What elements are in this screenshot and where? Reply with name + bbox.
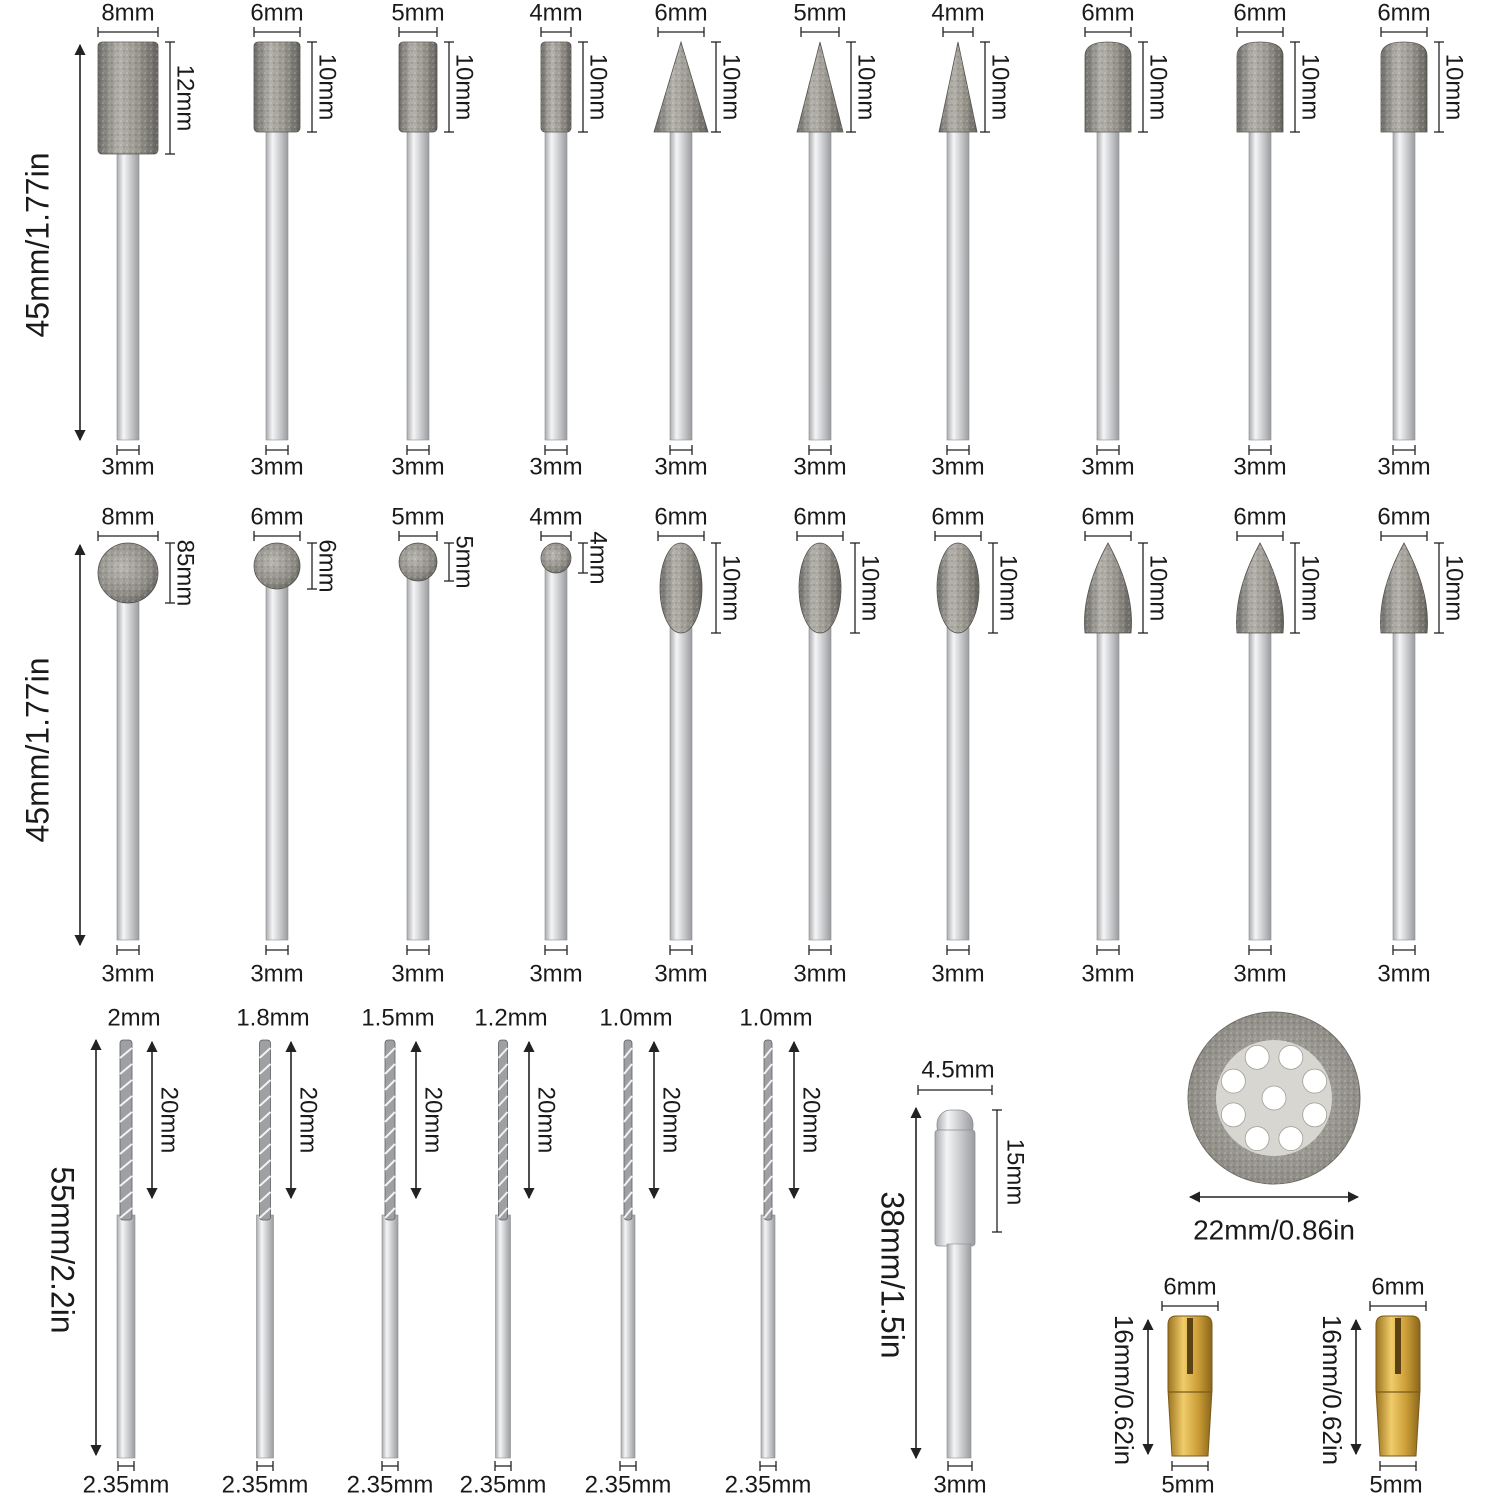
head-width-label: 6mm [250, 503, 304, 531]
shank-label: 3mm [1233, 960, 1287, 988]
shank [382, 1215, 398, 1458]
drill-diameter-label: 1.0mm [599, 1004, 673, 1032]
shank-label: 3mm [391, 453, 445, 481]
burr-row-1 [19, 0, 1467, 480]
head-width-label: 6mm [1233, 503, 1287, 531]
burr-bit [98, 0, 199, 480]
shank [407, 126, 429, 440]
collet-bottom-label: 5mm [1161, 1471, 1215, 1499]
head-width-label: 5mm [793, 0, 847, 27]
head-width-label: 6mm [1081, 0, 1135, 27]
twist-drill [585, 1004, 685, 1498]
shank-label: 3mm [250, 960, 304, 988]
head-width-label: 6mm [654, 503, 708, 531]
shank [947, 627, 969, 940]
head-length-label: 10mm [584, 53, 612, 121]
mandrel [875, 1056, 1029, 1498]
head-width-label: 6mm [654, 0, 708, 27]
burr-bit [529, 0, 611, 480]
head-length-label: 10mm [717, 53, 745, 121]
collet-slot [1187, 1318, 1193, 1374]
shank-label: 3mm [793, 960, 847, 988]
burr-row-2 [19, 503, 1467, 987]
wheel-hole [1245, 1127, 1269, 1151]
shank [1097, 126, 1119, 440]
head-length-label: 10mm [450, 53, 478, 121]
shank [1097, 627, 1119, 940]
burr-bit [793, 503, 883, 987]
shank-label: 3mm [1081, 453, 1135, 481]
shank [1249, 627, 1271, 940]
shank [1249, 126, 1271, 440]
collet-slot [1395, 1318, 1401, 1374]
twist-drill [725, 1004, 825, 1498]
shank-label: 3mm [1233, 453, 1287, 481]
shank [670, 126, 692, 440]
brass-collet [1317, 1273, 1426, 1498]
head-width-label: 6mm [1081, 503, 1135, 531]
burr-bit [931, 503, 1021, 987]
shank [670, 627, 692, 940]
head-width-label: 4mm [529, 0, 583, 27]
burr-bit [793, 0, 879, 480]
shank [1393, 126, 1415, 440]
shank [117, 148, 139, 440]
shank [257, 1215, 274, 1458]
head-length-label: 10mm [1144, 554, 1172, 622]
drill-shank-label: 2.35mm [221, 1471, 309, 1499]
drill-shank-label: 2.35mm [82, 1471, 170, 1499]
shank [947, 126, 969, 440]
flute-length-label: 20mm [797, 1086, 825, 1154]
head-length-label: 10mm [717, 554, 745, 622]
twist-drill [460, 1004, 560, 1498]
head-length-label: 10mm [1144, 53, 1172, 121]
shank [266, 126, 288, 440]
head-width-label: 6mm [1377, 503, 1431, 531]
head-length-label: 10mm [986, 53, 1014, 121]
twist-drill [222, 1004, 322, 1498]
burr-bit [391, 0, 477, 480]
mandrel-head-label: 4.5mm [921, 1056, 995, 1084]
shank-label: 3mm [1377, 960, 1431, 988]
shank [761, 1215, 775, 1458]
shank [947, 1244, 971, 1458]
shank [809, 126, 831, 440]
shank [117, 1215, 135, 1458]
shank-label: 3mm [529, 453, 583, 481]
total-length-label: 45mm/1.77in [19, 657, 56, 843]
shank-label: 3mm [101, 960, 155, 988]
burr-bit [391, 503, 477, 987]
burr-bit [1081, 503, 1171, 987]
head-width-label: 6mm [931, 503, 985, 531]
total-length-label: 45mm/1.77in [19, 152, 56, 338]
flute-length-label: 20mm [419, 1086, 447, 1154]
head-length-label: 4mm [584, 531, 612, 585]
drill-diameter-label: 1.5mm [361, 1004, 435, 1032]
wheel-diameter-label: 22mm/0.86in [1193, 1214, 1355, 1246]
head-width-label: 5mm [391, 0, 445, 27]
burr-bit [1081, 0, 1171, 480]
twist-drill [83, 1004, 183, 1498]
mandrel-top-label: 15mm [1001, 1138, 1029, 1206]
head-width-label: 6mm [250, 0, 304, 27]
collet-length-label: 16mm/0.62in [1109, 1314, 1140, 1466]
mandrel-shank-label: 3mm [933, 1471, 987, 1499]
drill-shank-label: 2.35mm [346, 1471, 434, 1499]
flute-length-label: 20mm [657, 1086, 685, 1154]
burr-bit [98, 503, 199, 987]
wheel-hole [1279, 1045, 1303, 1069]
wheel-hole [1221, 1069, 1245, 1093]
head-width-label: 4mm [931, 0, 985, 27]
shank-label: 3mm [529, 960, 583, 988]
burr-bit [250, 0, 340, 480]
head-length-label: 85mm [171, 539, 199, 607]
head-width-label: 8mm [101, 0, 155, 27]
shank-label: 3mm [931, 453, 985, 481]
burr-bit [1377, 503, 1467, 987]
head-length-label: 10mm [1296, 554, 1324, 622]
brass-collet [1109, 1273, 1218, 1498]
head-length-label: 10mm [856, 554, 884, 622]
drill-diameter-label: 1.8mm [236, 1004, 310, 1032]
shank [266, 583, 288, 940]
shank [621, 1215, 635, 1458]
shank [1393, 627, 1415, 940]
head-length-label: 10mm [1440, 53, 1468, 121]
twist-drill [347, 1004, 447, 1498]
collet-width-label: 6mm [1371, 1273, 1425, 1301]
wheel-hole [1279, 1127, 1303, 1151]
head-width-label: 8mm [101, 503, 155, 531]
head-width-label: 4mm [529, 503, 583, 531]
shank-label: 3mm [1377, 453, 1431, 481]
head-length-label: 10mm [1296, 53, 1324, 121]
drill-shank-label: 2.35mm [724, 1471, 812, 1499]
burr-bit [1377, 0, 1467, 480]
mandrel-total-label: 38mm/1.5in [874, 1191, 911, 1359]
shank [545, 567, 567, 940]
shank-label: 3mm [654, 453, 708, 481]
collet-width-label: 6mm [1163, 1273, 1217, 1301]
cutting-wheel [1188, 1012, 1360, 1245]
burr-bit [1233, 503, 1323, 987]
head-length-label: 12mm [171, 64, 199, 132]
drill-diameter-label: 1.2mm [474, 1004, 548, 1032]
drill-shank-label: 2.35mm [584, 1471, 672, 1499]
head-length-label: 6mm [313, 539, 341, 593]
wheel-hole [1221, 1103, 1245, 1127]
flute-length-label: 20mm [532, 1086, 560, 1154]
burr-bit [931, 0, 1013, 480]
burr-bit [1233, 0, 1323, 480]
head-width-label: 5mm [391, 503, 445, 531]
head-length-label: 10mm [313, 53, 341, 121]
shank-label: 3mm [793, 453, 847, 481]
wheel-hole [1245, 1045, 1269, 1069]
head-width-label: 6mm [793, 503, 847, 531]
shank [809, 627, 831, 940]
head-length-label: 5mm [450, 535, 478, 589]
shank-label: 3mm [250, 453, 304, 481]
wheel-hole [1303, 1069, 1327, 1093]
head-width-label: 6mm [1233, 0, 1287, 27]
flute-length-label: 20mm [155, 1086, 183, 1154]
burr-bit [654, 503, 744, 987]
shank-label: 3mm [1081, 960, 1135, 988]
burr-bit [250, 503, 340, 987]
shank-label: 3mm [391, 960, 445, 988]
shank [117, 597, 139, 940]
mandrel-body [935, 1130, 975, 1246]
drill-diameter-label: 2mm [107, 1004, 161, 1032]
drill-total-length-label: 55mm/2.2in [44, 1166, 81, 1334]
head-length-label: 10mm [994, 554, 1022, 622]
drill-diameter-label: 1.0mm [739, 1004, 813, 1032]
shank-label: 3mm [931, 960, 985, 988]
head-width-label: 6mm [1377, 0, 1431, 27]
head-length-label: 10mm [852, 53, 880, 121]
head-length-label: 10mm [1440, 554, 1468, 622]
shank-label: 3mm [654, 960, 708, 988]
burr-bit [654, 0, 745, 480]
shank [407, 575, 429, 940]
shank-label: 3mm [101, 453, 155, 481]
wheel-hole [1303, 1103, 1327, 1127]
collet-bottom-label: 5mm [1369, 1471, 1423, 1499]
flute-length-label: 20mm [294, 1086, 322, 1154]
collet-length-label: 16mm/0.62in [1317, 1314, 1348, 1466]
shank [496, 1215, 511, 1458]
shank [545, 126, 567, 440]
wheel-center-hole [1262, 1086, 1286, 1110]
burr-bit [529, 503, 611, 987]
twist-drill-row [45, 1004, 825, 1498]
drill-shank-label: 2.35mm [459, 1471, 547, 1499]
